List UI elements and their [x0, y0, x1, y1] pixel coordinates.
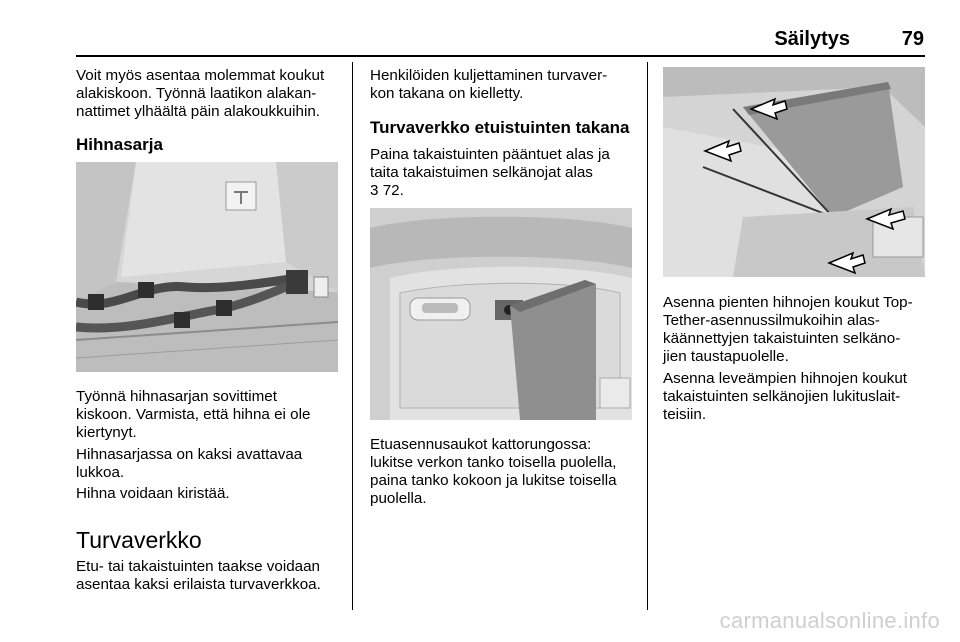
heading-net-behind-front-seats: Turvaverkko etuistuinten takana	[370, 118, 630, 137]
strap-line: Hihnasarjassa on kaksi avattavaa	[76, 446, 303, 463]
rear-seat-net-illustration	[663, 67, 925, 277]
strap-paragraph-1	[76, 388, 346, 442]
strap-paragraph-2	[76, 446, 346, 482]
reference-arrow-icon: 3	[370, 182, 379, 199]
safety-net-line: Etu- tai takaistuinten taakse voidaan	[76, 558, 320, 575]
column-divider-1	[352, 62, 353, 610]
intro-line: Voit myös asentaa molemmat koukut	[76, 67, 325, 84]
page-reference[interactable]	[370, 182, 640, 200]
strap-paragraph-3: Hihna voidaan kiristää.	[76, 485, 230, 502]
wide-strap-line: teisiin.	[663, 406, 707, 423]
intro-paragraph	[76, 67, 346, 121]
header-rule	[76, 55, 925, 57]
strap-set-illustration	[76, 162, 338, 372]
strap-line: Työnnä hihnasarjan sovittimet	[76, 388, 277, 405]
front-seats-paragraph	[370, 146, 640, 200]
warning-line: kon takana on kielletty.	[370, 85, 524, 102]
safety-net-line: asentaa kaksi erilaista turvaverkkoa.	[76, 576, 321, 593]
top-tether-line: jien taustapuolelle.	[663, 348, 789, 365]
heading-strap-set: Hihnasarja	[76, 135, 163, 154]
strap-line: kiskoon. Varmista, että hihna ei ole	[76, 406, 311, 423]
top-tether-line: Tether-asennussilmukoihin alas-	[663, 312, 880, 329]
strap-line: lukkoa.	[76, 464, 125, 481]
front-seats-line: Paina takaistuinten pääntuet alas ja	[370, 146, 610, 163]
watermark-text: carmanualsonline.info	[719, 608, 940, 633]
wide-strap-line: Asenna leveämpien hihnojen koukut	[663, 370, 908, 387]
warning-line: Henkilöiden kuljettaminen turvaver-	[370, 67, 608, 84]
reference-page: 72.	[382, 182, 404, 199]
intro-line: nattimet ylhäältä päin alakoukkuihin.	[76, 103, 320, 120]
safety-net-paragraph	[76, 558, 346, 594]
page-number: 79	[901, 28, 924, 50]
caption-paragraph	[370, 436, 640, 508]
top-tether-line: käännettyjen takaistuinten selkäno-	[663, 330, 901, 347]
caption-line: Etuasennusaukot kattorungossa:	[370, 436, 592, 453]
wide-strap-paragraph	[663, 370, 933, 424]
column-divider-2	[647, 62, 648, 610]
strap-line: kiertynyt.	[76, 424, 137, 441]
roof-mount-illustration	[370, 208, 632, 420]
caption-line: puolella.	[370, 490, 427, 507]
intro-line: alakiskoon. Työnnä laatikon alakan-	[76, 85, 317, 102]
wide-strap-line: takaistuinten selkänojien lukituslait-	[663, 388, 901, 405]
top-tether-line: Asenna pienten hihnojen koukut Top-	[663, 294, 913, 311]
caption-line: lukitse verkon tanko toisella puolella,	[370, 454, 617, 471]
top-tether-paragraph	[663, 294, 933, 366]
section-title: Säilytys	[774, 28, 850, 50]
heading-safety-net: Turvaverkko	[76, 527, 202, 553]
warning-paragraph	[370, 67, 640, 103]
caption-line: paina tanko kokoon ja lukitse toisella	[370, 472, 617, 489]
front-seats-line: taita takaistuimen selkänojat alas	[370, 164, 593, 181]
